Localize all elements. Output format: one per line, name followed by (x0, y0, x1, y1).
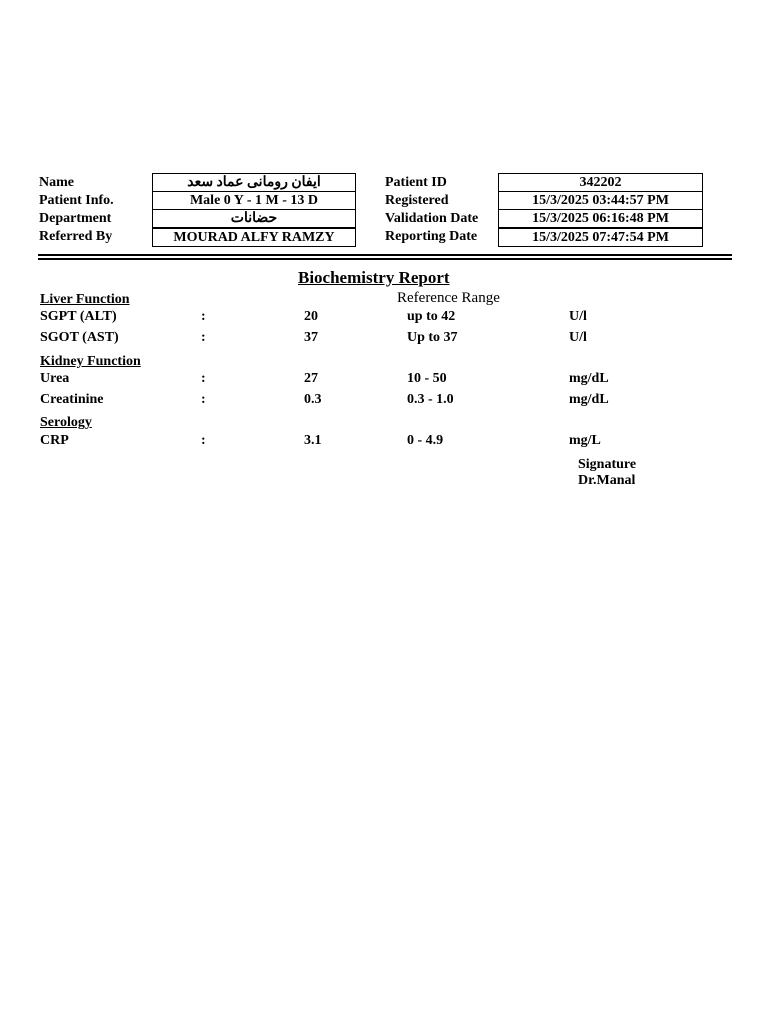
label-department: Department (39, 211, 112, 226)
test-reference-range: 10 - 50 (407, 371, 447, 386)
value-validation-date: 15/3/2025 06:16:48 PM (498, 209, 703, 228)
test-unit: mg/dL (569, 371, 609, 386)
test-name: Creatinine (40, 392, 104, 407)
test-separator: : (201, 371, 206, 386)
label-patient-id: Patient ID (385, 175, 447, 190)
test-name: SGOT (AST) (40, 330, 119, 345)
test-result: 0.3 (304, 392, 322, 407)
value-reporting-date: 15/3/2025 07:47:54 PM (498, 228, 703, 247)
test-result: 20 (304, 309, 318, 324)
test-separator: : (201, 309, 206, 324)
test-unit: U/l (569, 330, 587, 345)
test-unit: mg/L (569, 433, 601, 448)
test-reference-range: Up to 37 (407, 330, 458, 345)
test-reference-range: up to 42 (407, 309, 456, 324)
test-unit: U/l (569, 309, 587, 324)
label-validation-date: Validation Date (385, 211, 479, 226)
test-result: 27 (304, 371, 318, 386)
report-title: Biochemistry Report (298, 268, 450, 287)
test-name: SGPT (ALT) (40, 309, 117, 324)
value-referred-by: MOURAD ALFY RAMZY (152, 228, 356, 247)
header-divider-bottom (38, 258, 732, 260)
section-title-liver-function: Liver Function (40, 292, 130, 307)
test-unit: mg/dL (569, 392, 609, 407)
value-patient-info: Male 0 Y - 1 M - 13 D (152, 191, 356, 210)
test-name: Urea (40, 371, 70, 386)
reference-range-header: Reference Range (397, 290, 500, 306)
label-referred-by: Referred By (39, 229, 113, 244)
test-result: 3.1 (304, 433, 322, 448)
test-separator: : (201, 433, 206, 448)
section-title-kidney-function: Kidney Function (40, 354, 141, 369)
value-name: ايفان رومانى عماد سعد (152, 173, 356, 192)
test-separator: : (201, 392, 206, 407)
test-separator: : (201, 330, 206, 345)
label-reporting-date: Reporting Date (385, 229, 478, 244)
value-registered: 15/3/2025 03:44:57 PM (498, 191, 703, 210)
signature-name: Dr.Manal (578, 473, 636, 488)
label-registered: Registered (385, 193, 449, 208)
test-reference-range: 0.3 - 1.0 (407, 392, 454, 407)
test-reference-range: 0 - 4.9 (407, 433, 444, 448)
value-patient-id: 342202 (498, 173, 703, 192)
header-divider-top (38, 254, 732, 256)
label-patient-info: Patient Info. (39, 193, 114, 208)
label-name: Name (39, 175, 74, 190)
section-title-serology: Serology (40, 415, 92, 430)
signature-label: Signature (578, 457, 637, 472)
test-name: CRP (40, 433, 69, 448)
test-result: 37 (304, 330, 318, 345)
value-department: حضانات (152, 209, 356, 228)
